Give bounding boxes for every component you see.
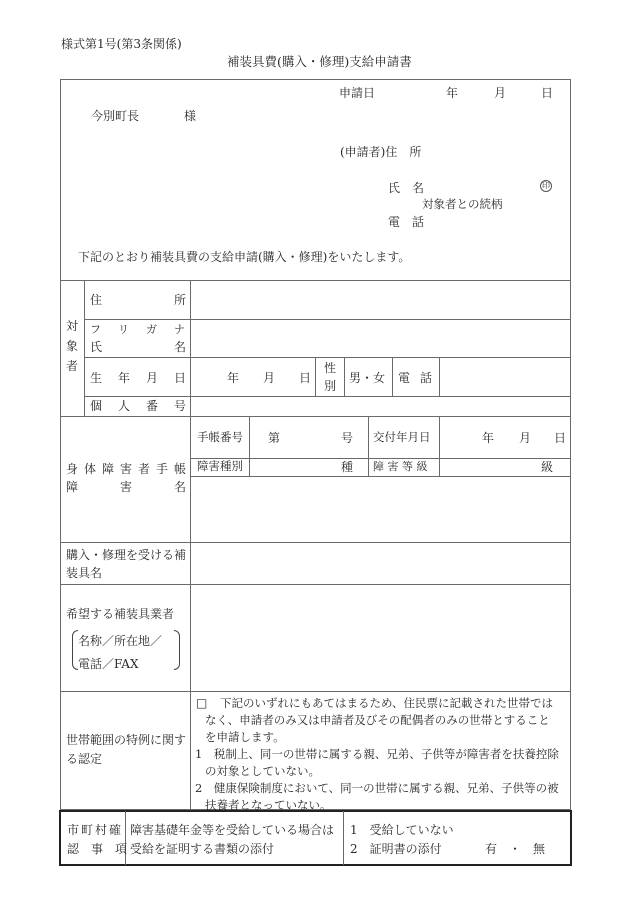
- household-line: を申請します。: [205, 730, 285, 744]
- personal-number-field[interactable]: [192, 398, 569, 415]
- disability-type-label: 障害種別: [197, 459, 243, 473]
- sex-label-1: 性: [324, 361, 337, 375]
- form-title: 補装具費(購入・修理)支給申請書: [227, 54, 412, 69]
- disability-name-char: 障: [66, 480, 79, 494]
- municipal-desc-line1: 障害基礎年金等を受給している場合は: [130, 823, 335, 837]
- household-line: 下記のいずれにもあてはまるため、住民票に記載された世帯では: [220, 696, 554, 710]
- certificate-yes[interactable]: 有: [485, 842, 498, 856]
- applicant-name-label: 氏 名: [388, 181, 425, 195]
- handbook-label-char: 手: [156, 462, 169, 476]
- municipal-frame: [59, 810, 572, 866]
- vendor-field[interactable]: [192, 586, 569, 690]
- disability-grade-suffix[interactable]: 級: [541, 460, 554, 474]
- application-date-label: 申請日: [339, 86, 376, 100]
- handbook-label-char: 害: [120, 462, 133, 476]
- sex-label-2: 別: [324, 379, 337, 393]
- name-char: 名: [174, 340, 187, 354]
- handbook-label-char: 者: [138, 462, 151, 476]
- disability-type-suffix[interactable]: 種: [341, 460, 354, 474]
- furigana-char: リ: [118, 323, 129, 336]
- birth-month[interactable]: 月: [263, 371, 276, 385]
- household-line: なく、申請者のみ又は申請者及びその配偶者のみの世帯とすること: [205, 713, 550, 727]
- applicant-phone-label: 電 話: [388, 215, 425, 229]
- birth-char: 月: [146, 371, 159, 385]
- municipal-desc-line2: 受給を証明する書類の添付: [130, 842, 275, 856]
- disability-name-field[interactable]: [192, 478, 569, 541]
- handbook-label-char: 体: [84, 462, 97, 476]
- birth-char: 年: [118, 371, 131, 385]
- subject-address-field[interactable]: [192, 282, 569, 318]
- issue-month[interactable]: 月: [519, 431, 532, 445]
- application-statement: 下記のとおり補装具費の支給申請(購入・修理)をいたします。: [78, 250, 411, 264]
- furigana-char: フ: [90, 323, 101, 336]
- subject-phone-field[interactable]: [441, 359, 569, 395]
- handbook-label-char: 帳: [174, 462, 187, 476]
- household-line: 1 税制上、同一の世帯に属する親、兄弟、子供等が障害者を扶養控除: [195, 747, 559, 761]
- name-char: 氏: [90, 340, 103, 354]
- subject-name-field[interactable]: [192, 321, 569, 356]
- furigana-char: ナ: [174, 323, 185, 336]
- application-date-day[interactable]: 日: [541, 86, 554, 100]
- issue-year[interactable]: 年: [482, 431, 495, 445]
- application-date-month[interactable]: 月: [494, 86, 507, 100]
- disability-grade-label: 障 害 等 級: [373, 460, 428, 473]
- device-label-line2: 装具名: [66, 566, 103, 580]
- honorific: 様: [184, 109, 197, 123]
- disability-name-char: 名: [174, 480, 187, 494]
- certificate-dot: ・: [509, 842, 522, 856]
- household-label-line2: る認定: [66, 752, 103, 766]
- household-label-line1: 世帯範囲の特例に関す: [66, 733, 187, 747]
- handbook-number-label: 手帳番号: [197, 430, 243, 444]
- birth-day[interactable]: 日: [299, 371, 312, 385]
- relation-label: 対象者との続柄: [422, 197, 503, 211]
- device-label-line1: 購入・修理を受ける補: [66, 548, 187, 562]
- subject-group-label-1: 対: [66, 319, 79, 333]
- issue-day[interactable]: 日: [554, 431, 567, 445]
- birth-char: 日: [174, 371, 187, 385]
- addressee: 今別町長: [91, 109, 140, 123]
- sex-value[interactable]: 男・女: [349, 371, 386, 385]
- handbook-label-char: 障: [102, 462, 115, 476]
- birth-char: 生: [90, 371, 103, 385]
- household-checkbox[interactable]: □: [196, 696, 208, 710]
- handbook-number-prefix: 第: [268, 431, 281, 445]
- vendor-sub-line1: 名称／所在地／: [78, 634, 163, 648]
- personal-number-char: 号: [174, 399, 187, 413]
- seal-icon: 印: [542, 181, 550, 190]
- subject-group-label-3: 者: [66, 359, 79, 373]
- bracket-right-icon: [174, 630, 180, 670]
- birth-year[interactable]: 年: [227, 371, 240, 385]
- disability-name-char: 害: [120, 480, 133, 494]
- handbook-label-char: 身: [66, 462, 79, 476]
- household-line: 2 健康保険制度において、同一の世帯に属する親、兄弟、子供等の被: [195, 781, 559, 795]
- personal-number-char: 人: [118, 399, 131, 413]
- phone-char: 話: [420, 371, 433, 385]
- certificate-no[interactable]: 無: [533, 842, 546, 856]
- option-certificate[interactable]: 2 証明書の添付: [350, 842, 442, 856]
- phone-char: 電: [398, 371, 411, 385]
- vendor-sub-line2: 電話／FAX: [78, 657, 139, 671]
- household-line: の対象としていない。: [205, 764, 320, 778]
- label-char: 住: [90, 293, 103, 307]
- form-number: 様式第1号(第3条関係): [61, 37, 182, 51]
- personal-number-char: 個: [90, 399, 103, 413]
- personal-number-char: 番: [146, 399, 159, 413]
- vendor-label: 希望する補装具業者: [66, 607, 175, 621]
- device-name-field[interactable]: [192, 544, 569, 583]
- household-line: 扶養者となっていない。: [205, 798, 332, 812]
- subject-group-label-2: 象: [66, 339, 79, 353]
- municipal-label-line2: 認 事 項: [67, 842, 128, 856]
- applicant-address-label: (申請者)住 所: [340, 145, 422, 159]
- application-date-year[interactable]: 年: [446, 86, 459, 100]
- municipal-label-line1: 市町村確: [67, 823, 124, 837]
- subject-address-label-end: 所: [174, 293, 187, 307]
- handbook-number-suffix[interactable]: 号: [341, 431, 354, 445]
- furigana-char: ガ: [146, 323, 157, 336]
- issue-date-label: 交付年月日: [373, 430, 431, 444]
- option-not-receiving[interactable]: 1 受給していない: [350, 823, 454, 837]
- subject-address-label: [90, 294, 102, 306]
